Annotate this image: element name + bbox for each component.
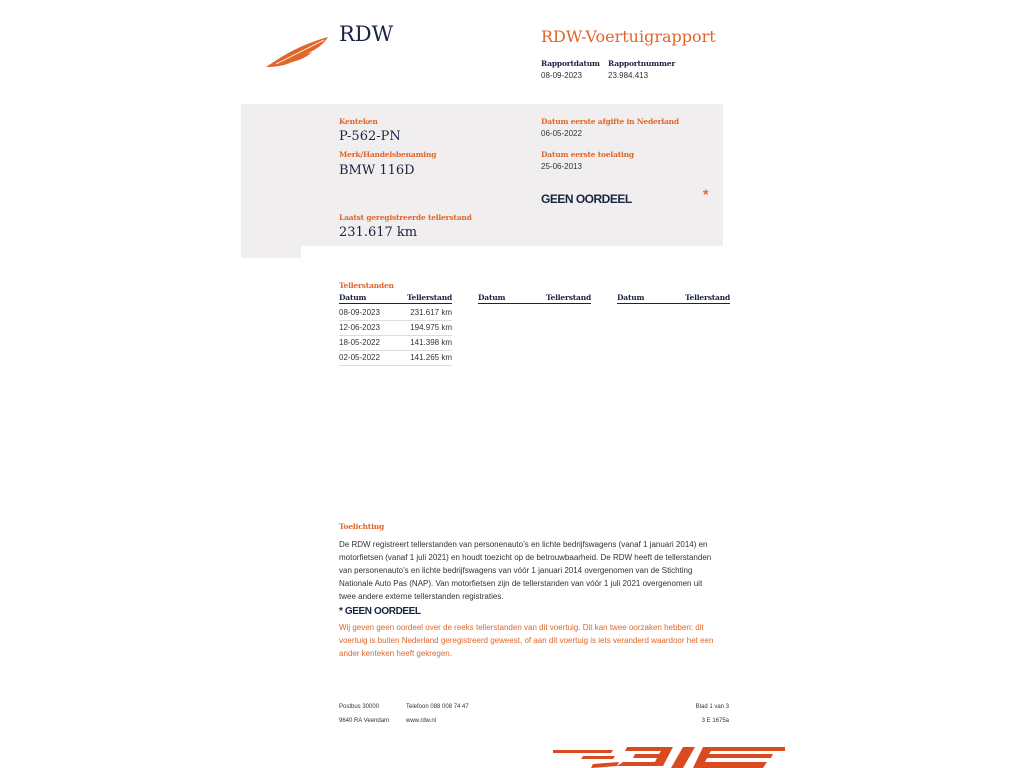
panel-cut-mask — [301, 246, 723, 258]
tellerstanden-col-group-1 — [339, 293, 452, 366]
row-datum: 12-06-2023 — [339, 323, 380, 332]
oordeel-text — [339, 621, 739, 660]
toelichting-line: Nationale Auto Pas (NAP). Van motorfietsen zijn de tellerstanden van vóór 1 juli 2021 overgenomen uit — [339, 579, 703, 588]
table-row — [339, 336, 452, 351]
toelichting-text — [339, 538, 739, 603]
row-stand: 141.265 km — [410, 353, 452, 362]
row-stand: 141.398 km — [410, 338, 452, 347]
tellerstand-value: 231.617 km — [339, 225, 418, 240]
toelichting-line: twee andere externe tellerstanden registraties. — [339, 592, 504, 601]
col-tellerstand: Tellerstand — [407, 293, 452, 302]
tellerstanden-title: Tellerstanden — [339, 281, 394, 290]
table-header — [478, 293, 591, 304]
logo-text: RDW — [339, 22, 394, 46]
rdw-feather-logo — [266, 36, 330, 68]
oordeel-line: ander kenteken heeft gekregen. — [339, 649, 452, 658]
footer-postbus: Postbus 30000 — [339, 704, 380, 710]
rapportnummer-label: Rapportnummer — [608, 59, 676, 68]
tellerstanden-col-group-3 — [617, 293, 730, 304]
kenteken-value: P-562-PN — [339, 129, 401, 144]
footer-blad: Blad 1 van 3 — [695, 704, 729, 710]
table-row — [339, 306, 452, 321]
col-datum: Datum — [617, 293, 645, 302]
col-tellerstand: Tellerstand — [685, 293, 730, 302]
row-stand: 194.975 km — [410, 323, 452, 332]
footer-telefoon: Telefoon 088 008 74 47 — [406, 704, 469, 710]
merk-value: BMW 116D — [339, 163, 415, 178]
afgifte-value: 06-05-2022 — [541, 129, 582, 138]
table-row — [339, 321, 452, 336]
toelichting-title: Toelichting — [339, 522, 385, 531]
oordeel-star: * — [703, 186, 709, 202]
row-stand: 231.617 km — [410, 308, 452, 317]
kenteken-label: Kenteken — [339, 117, 378, 126]
oordeel-title: * GEEN OORDEEL — [339, 606, 421, 617]
oordeel-line: Wij geven geen oordeel over de reeks tellerstanden van dit voertuig. Dit kan twee oorzaken hebben: dit — [339, 623, 704, 632]
footer-web: www.rdw.nl — [406, 718, 437, 724]
toelating-value: 25-06-2013 — [541, 162, 582, 171]
col-datum: Datum — [339, 293, 367, 302]
rapportdatum-label: Rapportdatum — [541, 59, 600, 68]
table-row — [339, 351, 452, 366]
row-datum: 02-05-2022 — [339, 353, 380, 362]
oordeel-line: voertuig is buiten Nederland geregistreerd geweest, of aan dit voertuig is iets veranderd waardoor het een — [339, 636, 714, 645]
row-datum: 08-09-2023 — [339, 308, 380, 317]
col-datum: Datum — [478, 293, 506, 302]
table-header — [617, 293, 730, 304]
report-title: RDW-Voertuigrapport — [541, 27, 716, 46]
panel-cut-corner — [241, 246, 301, 258]
toelating-label: Datum eerste toelating — [541, 150, 634, 159]
footer-stripes-graphic — [553, 744, 785, 768]
tellerstanden-col-group-2 — [478, 293, 591, 304]
merk-label: Merk/Handelsbenaming — [339, 150, 437, 159]
toelichting-line: motorfietsen (vanaf 1 juli 2021) en houdt toezicht op de betrouwbaarheid. De RDW heeft de tellerstanden — [339, 553, 712, 562]
toelichting-line: van personenauto’s en lichte bedrijfswagens van vóór 1 januari 2014 overgenomen van de Stichting — [339, 566, 693, 575]
col-tellerstand: Tellerstand — [546, 293, 591, 302]
footer-code: 3 E 1675a — [701, 718, 729, 724]
tellerstand-label: Laatst geregistreerde tellerstand — [339, 213, 472, 222]
row-datum: 18-05-2022 — [339, 338, 380, 347]
rapportnummer-value: 23.984.413 — [608, 71, 649, 80]
oordeel-badge: GEEN OORDEEL — [541, 192, 632, 206]
vehicle-panel — [241, 104, 723, 258]
toelichting-line: De RDW registreert tellerstanden van personenauto’s en lichte bedrijfswagens (vanaf 1 januari 2014) en — [339, 540, 708, 549]
rapportdatum-value: 08-09-2023 — [541, 71, 582, 80]
footer-plaats: 9640 RA Veendam — [339, 718, 390, 724]
afgifte-label: Datum eerste afgifte in Nederland — [541, 117, 679, 126]
table-header — [339, 293, 452, 304]
